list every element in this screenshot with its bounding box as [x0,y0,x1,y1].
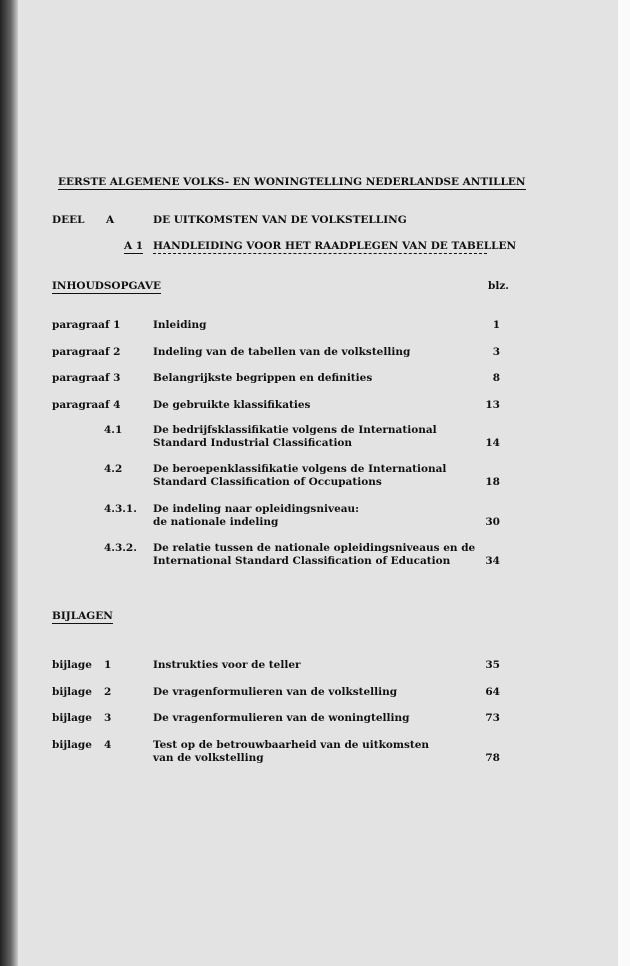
paragraph-label: paragraaf 4 [52,399,121,411]
section-code: A 1 [124,240,144,252]
page-number: 30 [485,516,500,528]
page-number: 64 [485,686,500,698]
appendix-title: van de volkstelling [153,752,264,764]
subsection-number: 4.1 [104,424,123,436]
scan-margin [618,0,630,966]
paragraph-label: paragraaf 1 [52,319,121,331]
document-title: EERSTE ALGEMENE VOLKS- EN WONINGTELLING NEDERLANDSE ANTILLEN [58,176,526,188]
deel-title: DE UITKOMSTEN VAN DE VOLKSTELLING [153,214,407,226]
page-number: 78 [485,752,500,764]
paragraph-label: paragraaf 3 [52,372,121,384]
subsection-number: 4.3.2. [104,542,137,554]
page-number: 1 [492,319,500,331]
paragraph-title: Belangrijkste begrippen en definities [153,372,373,384]
paragraph-title: De gebruikte klassifikaties [153,399,311,411]
subsection-title: Standard Industrial Classification [153,437,353,449]
page-column-label: blz. [488,280,509,292]
subsection-title: International Standard Classification of Education [153,555,451,567]
subsection-title: De indeling naar opleidingsniveau: [153,503,360,515]
page-number: 34 [485,555,500,567]
page-number: 35 [485,659,500,671]
subsection-title: de nationale indeling [153,516,279,528]
appendix-label: bijlage [52,659,92,671]
appendix-number: 1 [104,659,112,671]
subsection-title: De beroepenklassifikatie volgens de International [153,463,447,475]
subsection-title: De bedrijfsklassifikatie volgens de International [153,424,437,436]
appendix-number: 3 [104,712,112,724]
page-number: 73 [485,712,500,724]
scan-edge [0,0,18,966]
subsection-number: 4.2 [104,463,123,475]
appendix-label: bijlage [52,686,92,698]
page-number: 14 [485,437,500,449]
page-number: 8 [492,372,500,384]
deel-label: DEEL [52,214,85,226]
section-title: HANDLEIDING VOOR HET RAADPLEGEN VAN DE TABELLEN [153,240,517,252]
paragraph-title: Indeling van de tabellen van de volkstelling [153,346,411,358]
appendix-title: Test op de betrouwbaarheid van de uitkomsten [153,739,430,751]
deel-letter: A [106,214,115,226]
page-number: 18 [485,476,500,488]
appendix-title: De vragenformulieren van de volkstelling [153,686,398,698]
subsection-title: Standard Classification of Occupations [153,476,382,488]
toc-heading: INHOUDSOPGAVE [52,280,161,292]
subsection-title: De relatie tussen de nationale opleidingsniveaus en de [153,542,476,554]
appendices-heading: BIJLAGEN [52,610,113,622]
appendix-label: bijlage [52,712,92,724]
subsection-number: 4.3.1. [104,503,137,515]
appendix-number: 4 [104,739,112,751]
page-number: 3 [492,346,500,358]
paragraph-label: paragraaf 2 [52,346,121,358]
appendix-title: Instrukties voor de teller [153,659,301,671]
appendix-title: De vragenformulieren van de woningtelling [153,712,410,724]
page-number: 13 [485,399,500,411]
appendix-label: bijlage [52,739,92,751]
appendix-number: 2 [104,686,112,698]
paragraph-title: Inleiding [153,319,207,331]
